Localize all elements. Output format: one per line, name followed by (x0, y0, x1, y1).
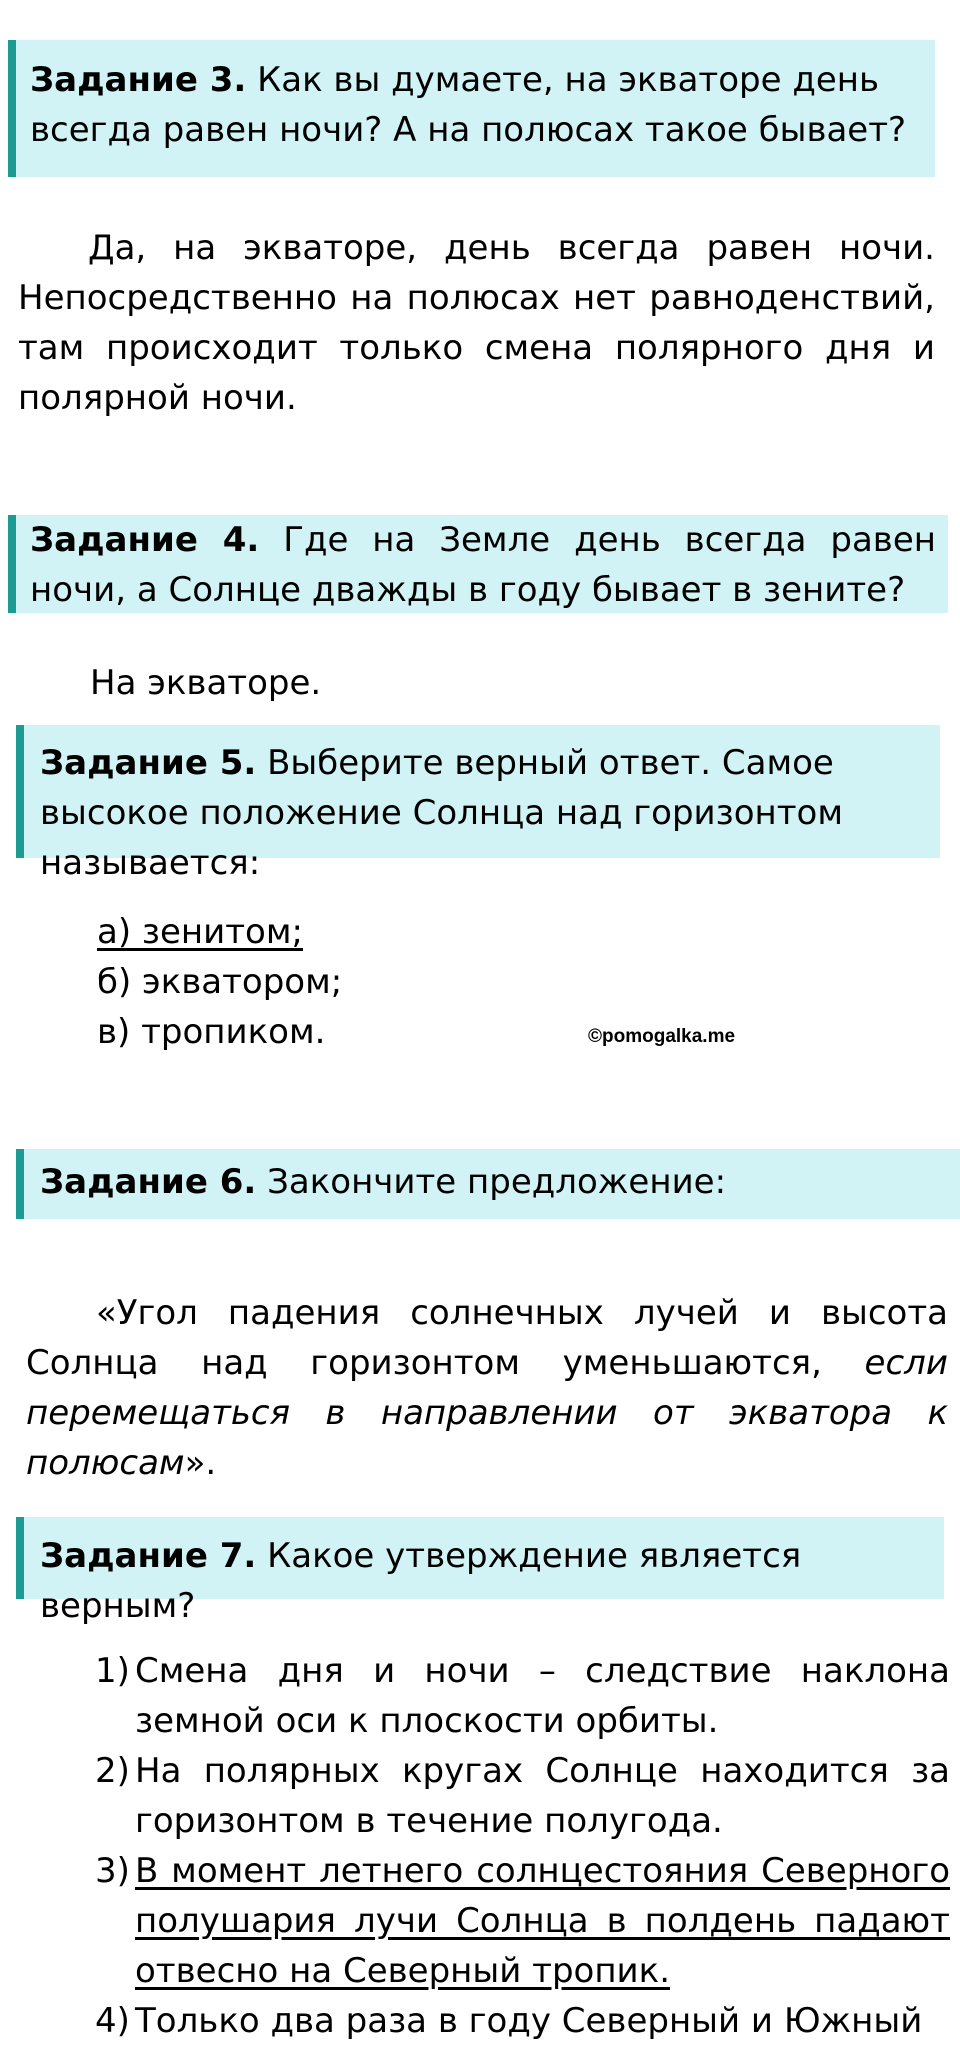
task-6-box (16, 1149, 960, 1219)
task-5-label: Задание 5. (40, 743, 257, 783)
task-4-box (8, 515, 948, 613)
task-5-box (16, 725, 940, 883)
task-6-label: Задание 6. (40, 1162, 257, 1202)
statement-text: На полярных кругах Солнце находится за горизонтом в течение полугода. (135, 1751, 950, 1841)
task-3-label: Задание 3. (30, 60, 247, 100)
statement-number: 3) (95, 1851, 130, 1891)
statement-text: Только два раза в году Северный и Южный (135, 2001, 923, 2041)
statements-list (95, 1646, 950, 2046)
statement-item-correct (95, 1846, 950, 1996)
task-6-text: Закончите предложение: (256, 1162, 727, 1202)
option-5-c: в) тропиком. (97, 1012, 326, 1052)
answer-6-end: ». (184, 1443, 217, 1483)
task-4-content (30, 515, 936, 615)
option-5-a: а) зенитом; (97, 912, 303, 952)
statement-text-correct: В момент летнего солнцестояния Северного полушария лучи Солнца в полдень падают отвесно на Северный тропик. (135, 1851, 950, 1991)
statement-item (95, 1996, 950, 2046)
answer-6-italic: если перемещаться в направлении от экватора к полюсам (26, 1343, 948, 1483)
answer-6-plain: «Угол падения солнечных лучей и высота Солнца над горизонтом уменьшаются, (26, 1293, 948, 1383)
answer-6 (26, 1288, 948, 1488)
statement-number: 2) (95, 1751, 130, 1791)
task-5-text: Выберите верный ответ. Самое высокое положение Солнца над горизонтом называется: (40, 743, 843, 883)
statement-number: 4) (95, 2001, 130, 2041)
task-4-text: Где на Земле день всегда равен ночи, а Солнце дважды в году бывает в зените? (30, 520, 936, 610)
task-3-box (8, 40, 935, 177)
statement-number: 1) (95, 1651, 130, 1691)
task-7-text: Какое утверждение является верным? (40, 1536, 802, 1626)
statement-item (95, 1746, 950, 1846)
watermark: ©pomogalka.me (588, 1026, 736, 1047)
task-4-label: Задание 4. (30, 520, 260, 560)
task-3-text: Как вы думаете, на экваторе день всегда равен ночи? А на полюсах такое бывает? (30, 60, 907, 150)
statement-item (95, 1646, 950, 1746)
task-7-box (16, 1517, 944, 1626)
task-7-label: Задание 7. (40, 1536, 257, 1576)
option-5-b: б) экватором; (97, 962, 343, 1002)
answer-4: На экваторе. (90, 663, 322, 703)
answer-3: Да, на экваторе, день всегда равен ночи. Непосредственно на полюсах нет равноденствий, там происходит только смена полярного дня и полярной ночи. (18, 228, 935, 418)
statement-text: Смена дня и ночи – следствие наклона земной оси к плоскости орбиты. (135, 1651, 950, 1741)
